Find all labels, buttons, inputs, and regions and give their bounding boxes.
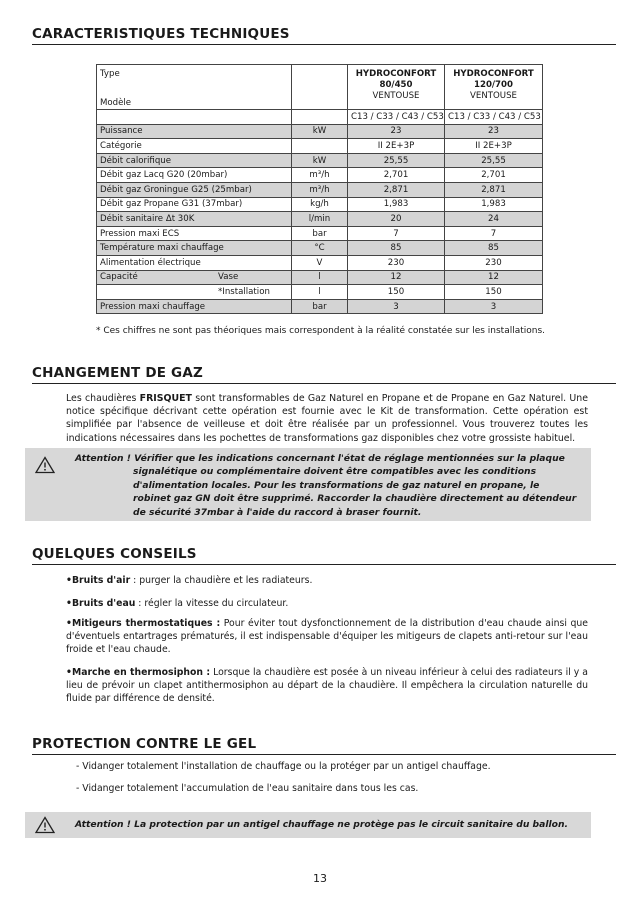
- tip-title: •Bruits d'air: [66, 575, 131, 586]
- table-row: [97, 270, 543, 285]
- row-unit-cell: l: [292, 285, 348, 300]
- gas-para-pre: Les chaudières: [66, 393, 140, 404]
- row-value-120: 23: [445, 124, 543, 139]
- row-label-cell: Pression maxi chauffage: [97, 299, 292, 314]
- row-value-80: 25,55: [348, 153, 445, 168]
- row-value-120: 7: [445, 226, 543, 241]
- row-unit-cell: [292, 139, 348, 154]
- row-value-120: 150: [445, 285, 543, 300]
- table-row: [97, 299, 543, 314]
- row-label-cell: Débit gaz Lacq G20 (20mbar): [97, 168, 292, 183]
- model-80-name: HYDROCONFORT: [355, 69, 437, 79]
- row-label: [100, 287, 218, 297]
- type-model-cell: [97, 65, 292, 110]
- warning-rest: signalétique ou complémentaire doivent être compatibles avec les conditions d'alimentation locales. Pour les transformations de gaz naturel en propane, le robinet gaz GN doit être supprimé. Raccorder la chaudière directement au détendeur de sécurité 37mbar à l'aide du raccord à braser fournit.: [133, 466, 577, 518]
- spec-table: [96, 64, 543, 314]
- model-120-name: HYDROCONFORT: [453, 69, 534, 79]
- section-title-advice: QUELQUES CONSEILS: [32, 546, 616, 565]
- tip-title: •Marche en thermosiphon :: [66, 667, 211, 678]
- row-value-120: 85: [445, 241, 543, 256]
- warning-line1: Vérifier que les indications concernant l'état de réglage mentionnées sur la plaque: [130, 453, 565, 464]
- row-value-80: 12: [348, 270, 445, 285]
- section-title-frost: PROTECTION CONTRE LE GEL: [32, 736, 616, 755]
- row-value-80: 2,871: [348, 182, 445, 197]
- row-label-cell: Pression maxi ECS: [97, 226, 292, 241]
- row-label-cell: Catégorie: [97, 139, 292, 154]
- warning-lead: Attention !: [75, 453, 131, 464]
- row-label-cell: [97, 270, 292, 285]
- tip-text: Pour éviter tout dysfonctionnement de la distribution d'eau chaude ainsi que d'éventuels entartrages prématurés, il est indispensable d'équiper les mitigeurs de clapets anti-retour sur l'eau froide et l'eau chaude.: [66, 618, 588, 656]
- row-value-80: 23: [348, 124, 445, 139]
- row-value-80: 85: [348, 241, 445, 256]
- warning-text-frost: Attention ! La protection par un antigel chauffage ne protège pas le circuit sanitaire du ballon.: [75, 819, 568, 830]
- table-row: [97, 285, 543, 300]
- modele-row: [97, 110, 543, 125]
- warning-triangle-icon: [35, 816, 55, 834]
- table-footnote: * Ces chiffres ne sont pas théoriques mais correspondent à la réalité constatée sur les installations.: [96, 326, 546, 336]
- row-value-120: 1,983: [445, 197, 543, 212]
- row-value-120: 2,701: [445, 168, 543, 183]
- tip-title: •Mitigeurs thermostatiques :: [66, 618, 221, 629]
- brand-name: FRISQUET: [139, 393, 192, 404]
- table-row: [97, 255, 543, 270]
- row-label-cell: Puissance: [97, 124, 292, 139]
- row-unit-cell: V: [292, 255, 348, 270]
- modele-unit-cell: [292, 110, 348, 125]
- row-value-120: 12: [445, 270, 543, 285]
- row-value-120: 230: [445, 255, 543, 270]
- tip-thermosiphon: [66, 666, 588, 706]
- gas-para-post: sont transformables de Gaz Naturel en Propane et de Propane en Gaz Naturel. Une notice spécifique décrivant cette opération est fournie avec le Kit de transformation. Cette opération est simplifiée par l'absence de veilleuse et doit être réalisée par un professionnel. Vous trouverez toutes les indications nécessaires dans les pochettes de transformations gaz disponibles chez votre grossiste habituel.: [66, 393, 588, 444]
- row-unit-cell: m³/h: [292, 168, 348, 183]
- table-row: [97, 226, 543, 241]
- table-header-row: [97, 65, 543, 110]
- model-80-type: VENTOUSE: [372, 91, 420, 101]
- row-label: Capacité: [100, 272, 138, 283]
- model-120-type: VENTOUSE: [470, 91, 517, 101]
- row-value-80: 7: [348, 226, 445, 241]
- row-unit-cell: kg/h: [292, 197, 348, 212]
- table-row: [97, 197, 543, 212]
- row-value-80: 3: [348, 299, 445, 314]
- row-value-120: 24: [445, 212, 543, 227]
- tip-mixers: [66, 617, 588, 657]
- warning-text-gas: [75, 452, 579, 519]
- section-title-gas-change: CHANGEMENT DE GAZ: [32, 365, 616, 384]
- row-value-120: II 2E+3P: [445, 139, 543, 154]
- row-unit-cell: bar: [292, 226, 348, 241]
- type-label: Type: [100, 69, 120, 79]
- row-label-cell: Alimentation électrique: [97, 255, 292, 270]
- row-unit-cell: °C: [292, 241, 348, 256]
- row-label-cell: Température maxi chauffage: [97, 241, 292, 256]
- section-title-technical: CARACTERISTIQUES TECHNIQUES: [32, 26, 616, 45]
- table-row: [97, 212, 543, 227]
- model-80-header: [348, 65, 445, 110]
- row-unit-cell: l/min: [292, 212, 348, 227]
- warning-box-frost: [25, 812, 591, 838]
- table-row: [97, 139, 543, 154]
- row-value-120: 25,55: [445, 153, 543, 168]
- row-label-cell: Débit gaz Propane G31 (37mbar): [97, 197, 292, 212]
- model-120-header: [445, 65, 543, 110]
- row-unit-cell: kW: [292, 153, 348, 168]
- table-row: [97, 182, 543, 197]
- row-value-80: 2,701: [348, 168, 445, 183]
- row-value-80: 230: [348, 255, 445, 270]
- table-row: [97, 168, 543, 183]
- frost-item-sanitary: - Vidanger totalement l'accumulation de l'eau sanitaire dans tous les cas.: [76, 783, 419, 794]
- row-value-80: 150: [348, 285, 445, 300]
- page-number: 13: [313, 872, 327, 885]
- row-label-cell: Débit sanitaire Δt 30K: [97, 212, 292, 227]
- model-80-number: 80/450: [379, 80, 413, 90]
- modele-80-value: C13 / C33 / C43 / C53: [348, 110, 445, 125]
- tip-text: Lorsque la chaudière est posée à un niveau inférieur à celui des radiateurs il y a lieu de prévoir un clapet antithermosiphon au départ de la chaudière. Il empêchera la circulation naturelle du fluide par différence de densité.: [66, 667, 588, 705]
- row-value-80: 1,983: [348, 197, 445, 212]
- unit-header-cell: [292, 65, 348, 110]
- frost-item-heating: - Vidanger totalement l'installation de chauffage ou la protéger par un antigel chauffage.: [76, 761, 491, 772]
- row-sublabel: *Installation: [218, 286, 270, 297]
- warning-box-gas: [25, 448, 591, 521]
- row-unit-cell: kW: [292, 124, 348, 139]
- table-row: [97, 241, 543, 256]
- tip-text: : régler la vitesse du circulateur.: [135, 598, 289, 609]
- row-sublabel: Vase: [218, 272, 239, 283]
- row-label-cell: Débit calorifique: [97, 153, 292, 168]
- row-label-cell: Débit gaz Groningue G25 (25mbar): [97, 182, 292, 197]
- table-row: [97, 124, 543, 139]
- row-value-80: II 2E+3P: [348, 139, 445, 154]
- table-row: [97, 153, 543, 168]
- tip-water-noise: [66, 597, 588, 610]
- row-unit-cell: bar: [292, 299, 348, 314]
- row-value-120: 3: [445, 299, 543, 314]
- row-unit-cell: m³/h: [292, 182, 348, 197]
- gas-change-paragraph: [66, 392, 588, 445]
- row-value-120: 2,871: [445, 182, 543, 197]
- tip-text: : purger la chaudière et les radiateurs.: [130, 575, 313, 586]
- warning-triangle-icon: [35, 456, 55, 474]
- model-label: Modèle: [100, 98, 132, 108]
- tip-air-noise: [66, 574, 588, 587]
- row-value-80: 20: [348, 212, 445, 227]
- model-120-number: 120/700: [473, 80, 514, 90]
- row-label-cell: [97, 285, 292, 300]
- row-unit-cell: l: [292, 270, 348, 285]
- tip-title: •Bruits d'eau: [66, 598, 136, 609]
- modele-label-cell: [97, 110, 292, 125]
- modele-120-value: C13 / C33 / C43 / C53: [445, 110, 543, 125]
